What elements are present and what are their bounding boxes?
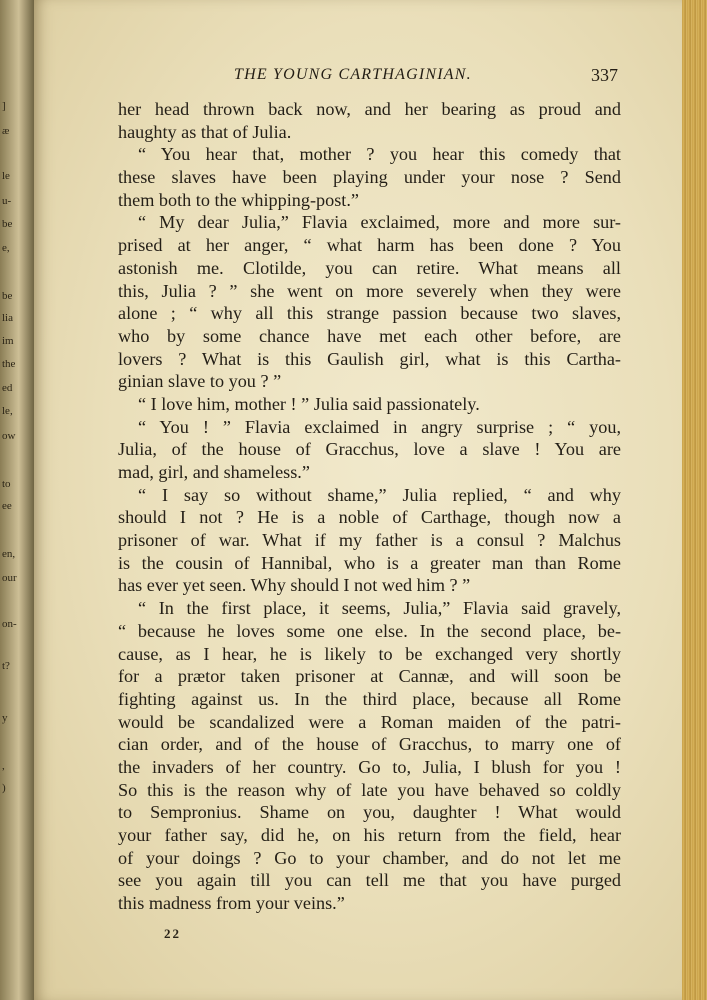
text-line: the invaders of her country. Go to, Julia, I blush for you ! <box>118 756 621 777</box>
text-line: “ In the first place, it seems, Julia,” Flavia said gravely, <box>138 598 621 619</box>
facing-page-fragment: æ <box>2 125 10 137</box>
text-line: “ I love him, mother ! ” Julia said passionately. <box>138 393 480 414</box>
text-line: her head thrown back now, and her bearing as proud and <box>118 99 621 119</box>
text-line: should I not ? He is a noble of Carthage, though now a <box>118 507 621 528</box>
text-line: has ever yet seen. Why should I not wed him ? ” <box>118 575 471 596</box>
facing-page-fragment: ] <box>2 100 6 112</box>
facing-page-fragment: ed <box>2 382 13 394</box>
text-line: Julia, of the house of Gracchus, love a slave ! You are <box>118 439 621 460</box>
text-line: “ because he loves some one else. In the second place, be- <box>118 620 621 641</box>
text-line: alone ; “ why all this strange passion because two slaves, <box>118 303 621 324</box>
facing-page-fragment: le, <box>2 405 13 417</box>
gilt-page-edges <box>682 0 707 1000</box>
text-line: of your doings ? Go to your chamber, and do not let me <box>118 847 621 868</box>
text-line: who by some chance have met each other before, are <box>118 325 621 346</box>
text-line: your father say, did he, on his return from the field, hear <box>118 825 621 845</box>
book-page <box>34 0 682 1000</box>
facing-page-fragment: en, <box>2 548 16 560</box>
text-line: “ I say so without shame,” Julia replied, “ and why <box>138 484 621 505</box>
text-line: “ My dear Julia,” Flavia exclaimed, more and more sur- <box>138 212 621 233</box>
signature-mark: 22 <box>164 926 181 941</box>
facing-page-fragment: ow <box>2 430 16 442</box>
facing-page-fragment: , <box>2 760 5 772</box>
text-line: “ You hear that, mother ? you hear this comedy that <box>138 144 621 165</box>
text-line: this madness from your veins.” <box>118 893 345 914</box>
facing-page-edge <box>0 0 34 1000</box>
text-line: cause, as I hear, he is likely to be exchanged very shortly <box>118 643 621 664</box>
text-line: these slaves have been playing under your nose ? Send <box>118 167 621 188</box>
text-line: fighting against us. In the third place, because all Rome <box>118 688 621 709</box>
running-header <box>34 66 682 88</box>
text-line: mad, girl, and shameless.” <box>118 462 310 482</box>
page-number: 337 <box>591 65 618 85</box>
text-line: So this is the reason why of late you have behaved so coldly <box>118 779 621 800</box>
facing-page-fragment: y <box>2 712 8 724</box>
text-line: them both to the whipping-post.” <box>118 189 359 210</box>
text-line: to Sempronius. Shame on you, daughter ! What would <box>118 802 621 823</box>
text-line: “ You ! ” Flavia exclaimed in angry surprise ; “ you, <box>138 416 621 437</box>
facing-page-fragment: be <box>2 290 13 302</box>
text-line: for a prætor taken prisoner at Cannæ, and will soon be <box>118 666 621 687</box>
facing-page-fragment: on- <box>2 618 17 630</box>
running-title: THE YOUNG CARTHAGINIAN. <box>234 66 472 83</box>
text-line: ginian slave to you ? ” <box>118 371 282 392</box>
facing-page-fragment: to <box>2 478 11 490</box>
text-line: haughty as that of Julia. <box>118 121 292 142</box>
facing-page-fragment: im <box>2 335 14 347</box>
facing-page-fragment: ) <box>2 782 6 794</box>
text-line: is the cousin of Hannibal, who is a greater man than Rome <box>118 552 621 573</box>
facing-page-fragment: our <box>2 572 17 584</box>
facing-page-fragment: u- <box>2 195 12 207</box>
text-line: lovers ? What is this Gaulish girl, what is this Cartha- <box>118 348 621 369</box>
facing-page-fragment: e, <box>2 242 10 254</box>
text-line: cian order, and of the house of Gracchus, to marry one of <box>118 734 621 755</box>
text-line: prised at her anger, “ what harm has been done ? You <box>118 235 621 256</box>
text-line: see you again till you can tell me that you have purged <box>118 870 621 891</box>
facing-page-fragment: le <box>2 170 10 182</box>
facing-page-fragment: lia <box>2 312 13 324</box>
text-line: astonish me. Clotilde, you can retire. What means all <box>118 257 621 278</box>
facing-page-fragment: the <box>2 358 16 370</box>
body-text <box>118 98 621 915</box>
text-line: prisoner of war. What if my father is a consul ? Malchus <box>118 530 621 551</box>
facing-page-fragment: ee <box>2 500 12 512</box>
facing-page-fragment: be <box>2 218 13 230</box>
text-line: would be scandalized were a Roman maiden of the patri- <box>118 711 621 732</box>
facing-page-fragment: t? <box>2 660 10 672</box>
text-line: this, Julia ? ” she went on more severely when they were <box>118 280 621 301</box>
